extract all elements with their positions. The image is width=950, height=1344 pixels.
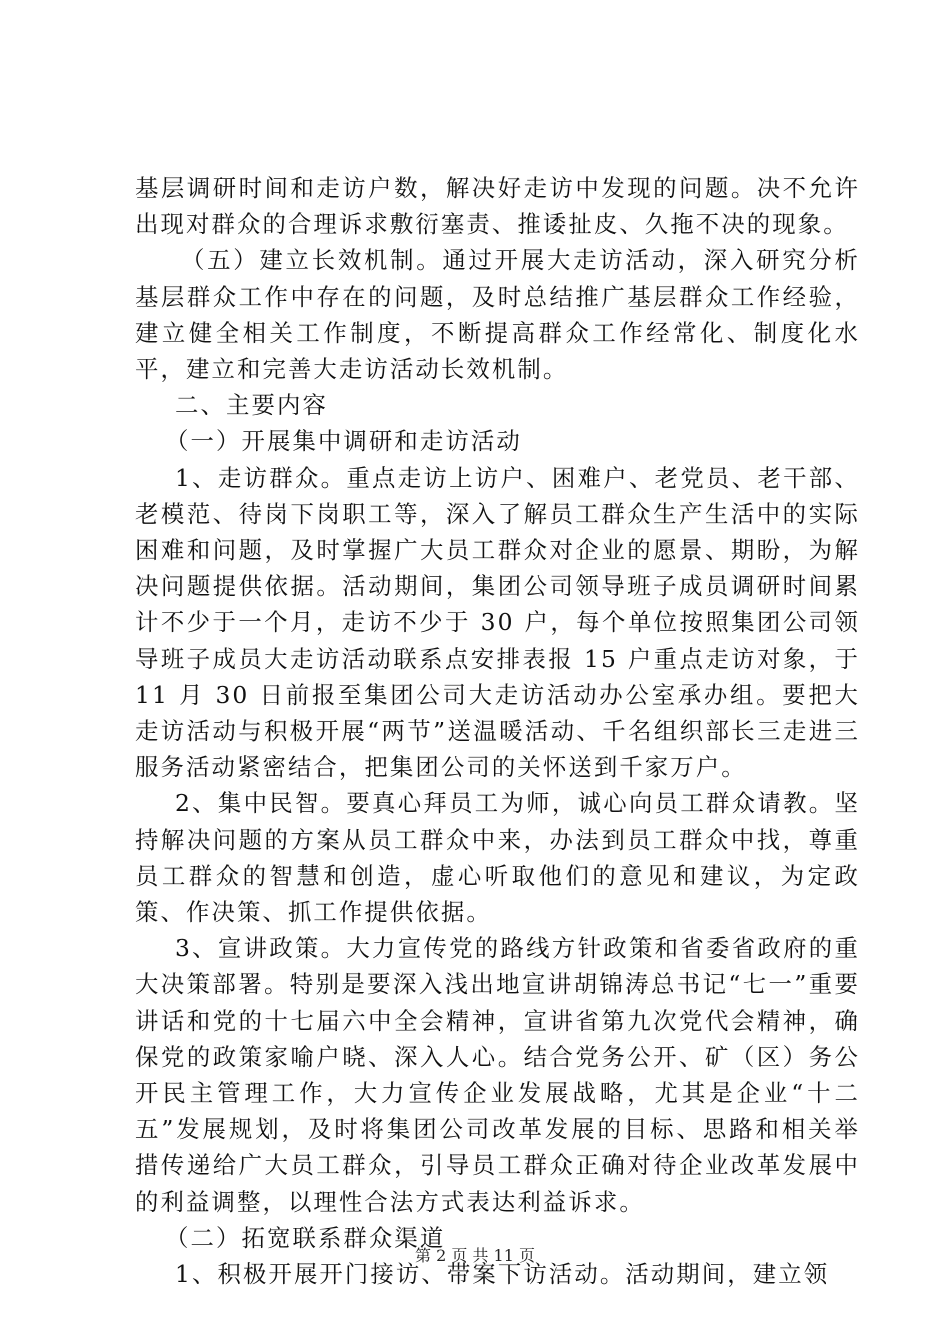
paragraph-gather-wisdom: 2、集中民智。要真心拜员工为师，诚心向员工群众请教。坚持解决问题的方案从员工群众中来，办法到员工群众中找，尊重员工群众的智慧和创造，虚心听取他们的意见和建议，为定政策、作决策、抓工作提供依据。 [135, 789, 860, 927]
subsection-heading-channels: （二）拓宽联系群众渠道 [165, 1223, 446, 1252]
subsection-heading-survey: （一）开展集中调研和走访活动 [165, 427, 522, 456]
paragraph-promote-policy: 3、宣讲政策。大力宣传党的路线方针政策和省委省政府的重大决策部署。特别是要深入浅出地宣讲胡锦涛总书记“七一”重要讲话和党的十七届六中全会精神，宣讲省第九次党代会精神，确保党的政策家喻户晓、深入人心。结合党务公开、矿（区）务公开民主管理工作，大力宣传企业发展战略，尤其是企业“十二五”发展规划，及时将集团公司改革发展的目标、思路和相关举措传递给广大员工群众，引导员工群众正确对待企业改革发展中的利益调整，以理性合法方式表达利益诉求。 [135, 934, 860, 1216]
section-heading-main-content: 二、主要内容 [175, 391, 328, 420]
paragraph-visit-masses: 1、走访群众。重点走访上访户、困难户、老党员、老干部、老模范、待岗下岗职工等，深入了解员工群众生产生活中的实际困难和问题，及时掌握广大员工群众对企业的愿景、期盼，为解决问题提供依据。活动期间，集团公司领导班子成员调研时间累计不少于一个月，走访不少于 30 户，每个单位按照集团公司领导班子成员大走访活动联系点安排表报 15 户重点走访对象，于 11 月 30 日前报至集团公司大走访活动办公室承办组。要把大走访活动与积极开展“两节”送温暖活动、千名组织部长三走进三服务活动紧密结合，把集团公司的关怀送到千家万户。 [135, 463, 860, 782]
document-body [135, 170, 860, 1292]
page-footer: 第 2 页 共 11 页 [415, 1246, 535, 1265]
paragraph-continued: 基层调研时间和走访户数，解决好走访中发现的问题。决不允许出现对群众的合理诉求敷衍塞责、推诿扯皮、久拖不决的现象。 [135, 174, 860, 239]
paragraph-open-door-visits: 1、积极开展开门接访、带案下访活动。活动期间，建立领 [175, 1260, 830, 1289]
paragraph-long-term-mechanism: （五）建立长效机制。通过开展大走访活动，深入研究分析基层群众工作中存在的问题，及时总结推广基层群众工作经验，建立健全相关工作制度，不断提高群众工作经常化、制度化水平，建立和完善大走访活动长效机制。 [135, 246, 860, 384]
